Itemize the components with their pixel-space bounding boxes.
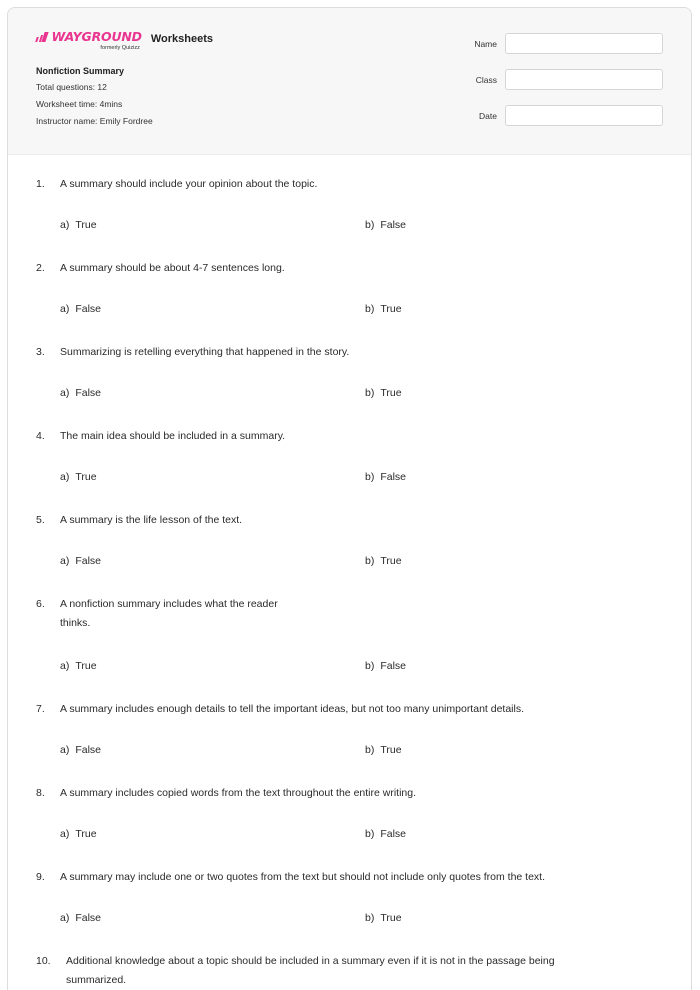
option-b[interactable]: b) False bbox=[365, 471, 407, 483]
option-a[interactable]: a) False bbox=[60, 555, 102, 567]
option-b[interactable]: b) False bbox=[365, 660, 407, 672]
question-number: 2. bbox=[36, 262, 45, 274]
logo-text: WAYGROUND bbox=[51, 29, 142, 44]
option-b[interactable]: b) True bbox=[365, 912, 402, 924]
question-number: 8. bbox=[36, 787, 45, 799]
brand bbox=[36, 31, 213, 51]
total-questions: Total questions: 12 bbox=[36, 82, 107, 92]
question-number: 5. bbox=[36, 514, 45, 526]
option-a[interactable]: a) True bbox=[60, 219, 97, 231]
question-text: A summary should be about 4-7 sentences long. bbox=[60, 262, 285, 274]
question-number: 9. bbox=[36, 871, 45, 883]
product-name: Worksheets bbox=[150, 33, 213, 45]
question-number: 10. bbox=[36, 955, 51, 967]
option-b[interactable]: b) True bbox=[365, 555, 402, 567]
wayground-logo bbox=[36, 31, 142, 51]
question-text: A summary is the life lesson of the text. bbox=[60, 514, 243, 526]
option-b[interactable]: b) True bbox=[365, 744, 402, 756]
question-text: A nonfiction summary includes what the reader thinks. bbox=[60, 598, 278, 629]
name-row bbox=[463, 33, 663, 54]
question-text: Summarizing is retelling everything that happened in the story. bbox=[60, 346, 350, 358]
logo-subtitle: formerly Quizizz bbox=[100, 45, 140, 51]
question-text: A summary includes copied words from the text throughout the entire writing. bbox=[60, 787, 417, 799]
option-b[interactable]: b) False bbox=[365, 828, 407, 840]
question-number: 3. bbox=[36, 346, 45, 358]
name-field[interactable] bbox=[505, 33, 663, 54]
option-a[interactable]: a) True bbox=[60, 471, 97, 483]
option-b[interactable]: b) False bbox=[365, 219, 407, 231]
option-a[interactable]: a) True bbox=[60, 828, 97, 840]
option-b[interactable]: b) True bbox=[365, 387, 402, 399]
worksheet-page bbox=[7, 7, 692, 990]
worksheet-title: Nonfiction Summary bbox=[36, 66, 125, 76]
question-text: Additional knowledge about a topic should be included in a summary even if it is not in the passage being summarized. bbox=[66, 955, 555, 986]
question-text: A summary may include one or two quotes from the text but should not include only quotes from the text. bbox=[60, 871, 546, 883]
question-number: 7. bbox=[36, 703, 45, 715]
class-row bbox=[463, 69, 663, 90]
question-text: A summary should include your opinion about the topic. bbox=[60, 178, 318, 190]
class-label: Class bbox=[475, 74, 497, 85]
date-row bbox=[463, 105, 663, 126]
name-label: Name bbox=[474, 38, 497, 49]
option-a[interactable]: a) True bbox=[60, 660, 97, 672]
option-b[interactable]: b) True bbox=[365, 303, 402, 315]
instructor-name: Instructor name: Emily Fordree bbox=[36, 116, 153, 126]
question-text: The main idea should be included in a summary. bbox=[60, 430, 286, 442]
date-label: Date bbox=[479, 110, 497, 121]
class-field[interactable] bbox=[505, 69, 663, 90]
worksheet-header bbox=[8, 8, 691, 155]
date-field[interactable] bbox=[505, 105, 663, 126]
question-number: 6. bbox=[36, 598, 45, 610]
option-a[interactable]: a) False bbox=[60, 303, 102, 315]
wayground-logo-icon bbox=[36, 32, 49, 42]
student-fields bbox=[463, 33, 663, 141]
question-number: 1. bbox=[36, 178, 45, 190]
question-text: A summary includes enough details to tell the important ideas, but not too many unimportant details. bbox=[60, 703, 525, 715]
worksheet-time: Worksheet time: 4mins bbox=[36, 99, 123, 109]
option-a[interactable]: a) False bbox=[60, 387, 102, 399]
option-a[interactable]: a) False bbox=[60, 744, 102, 756]
worksheet-meta bbox=[36, 66, 153, 133]
question-number: 4. bbox=[36, 430, 45, 442]
option-a[interactable]: a) False bbox=[60, 912, 102, 924]
